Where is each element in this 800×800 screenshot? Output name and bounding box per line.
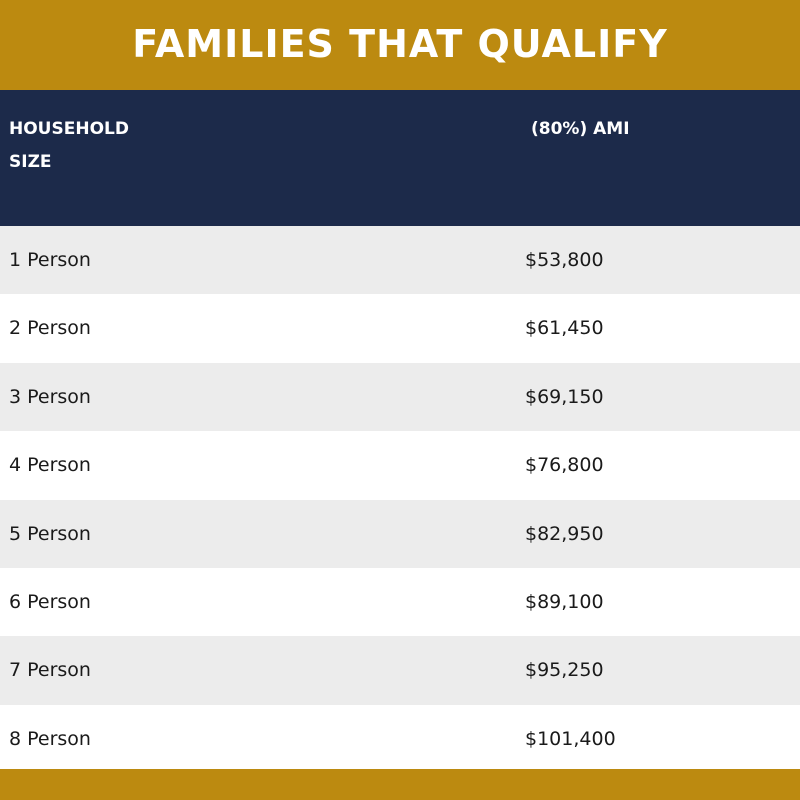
household-size-cell: 7 Person [9,659,91,682]
page-title: FAMILIES THAT QUALIFY [132,22,668,66]
household-size-header-line2: SIZE [9,152,52,172]
household-size-cell: 3 Person [9,385,91,408]
ami-header: (80%) AMI [531,119,630,139]
table-row [0,363,800,431]
income-table-body [0,226,800,773]
household-size-header-line1: HOUSEHOLD [9,119,129,139]
ami-cell: $69,150 [525,385,604,408]
ami-cell: $53,800 [525,249,604,271]
table-row [0,568,800,636]
table-row [0,226,800,294]
household-size-cell: 6 Person [9,590,91,613]
ami-cell: $95,250 [525,659,604,682]
table-header [0,90,800,226]
household-size-cell: 8 Person [9,727,91,750]
ami-cell: $61,450 [525,317,604,340]
footer-bar [0,769,800,800]
household-size-cell: 4 Person [9,454,91,477]
table-row [0,705,800,773]
household-size-cell: 1 Person [9,249,91,271]
table-row [0,294,800,362]
household-size-cell: 5 Person [9,522,91,545]
table-row [0,431,800,499]
table-row [0,636,800,704]
ami-cell: $101,400 [525,727,616,750]
household-size-header [9,113,209,179]
table-row [0,500,800,568]
ami-cell: $82,950 [525,522,604,545]
ami-cell: $76,800 [525,454,604,477]
title-banner [0,0,800,90]
ami-cell: $89,100 [525,590,604,613]
household-size-cell: 2 Person [9,317,91,340]
